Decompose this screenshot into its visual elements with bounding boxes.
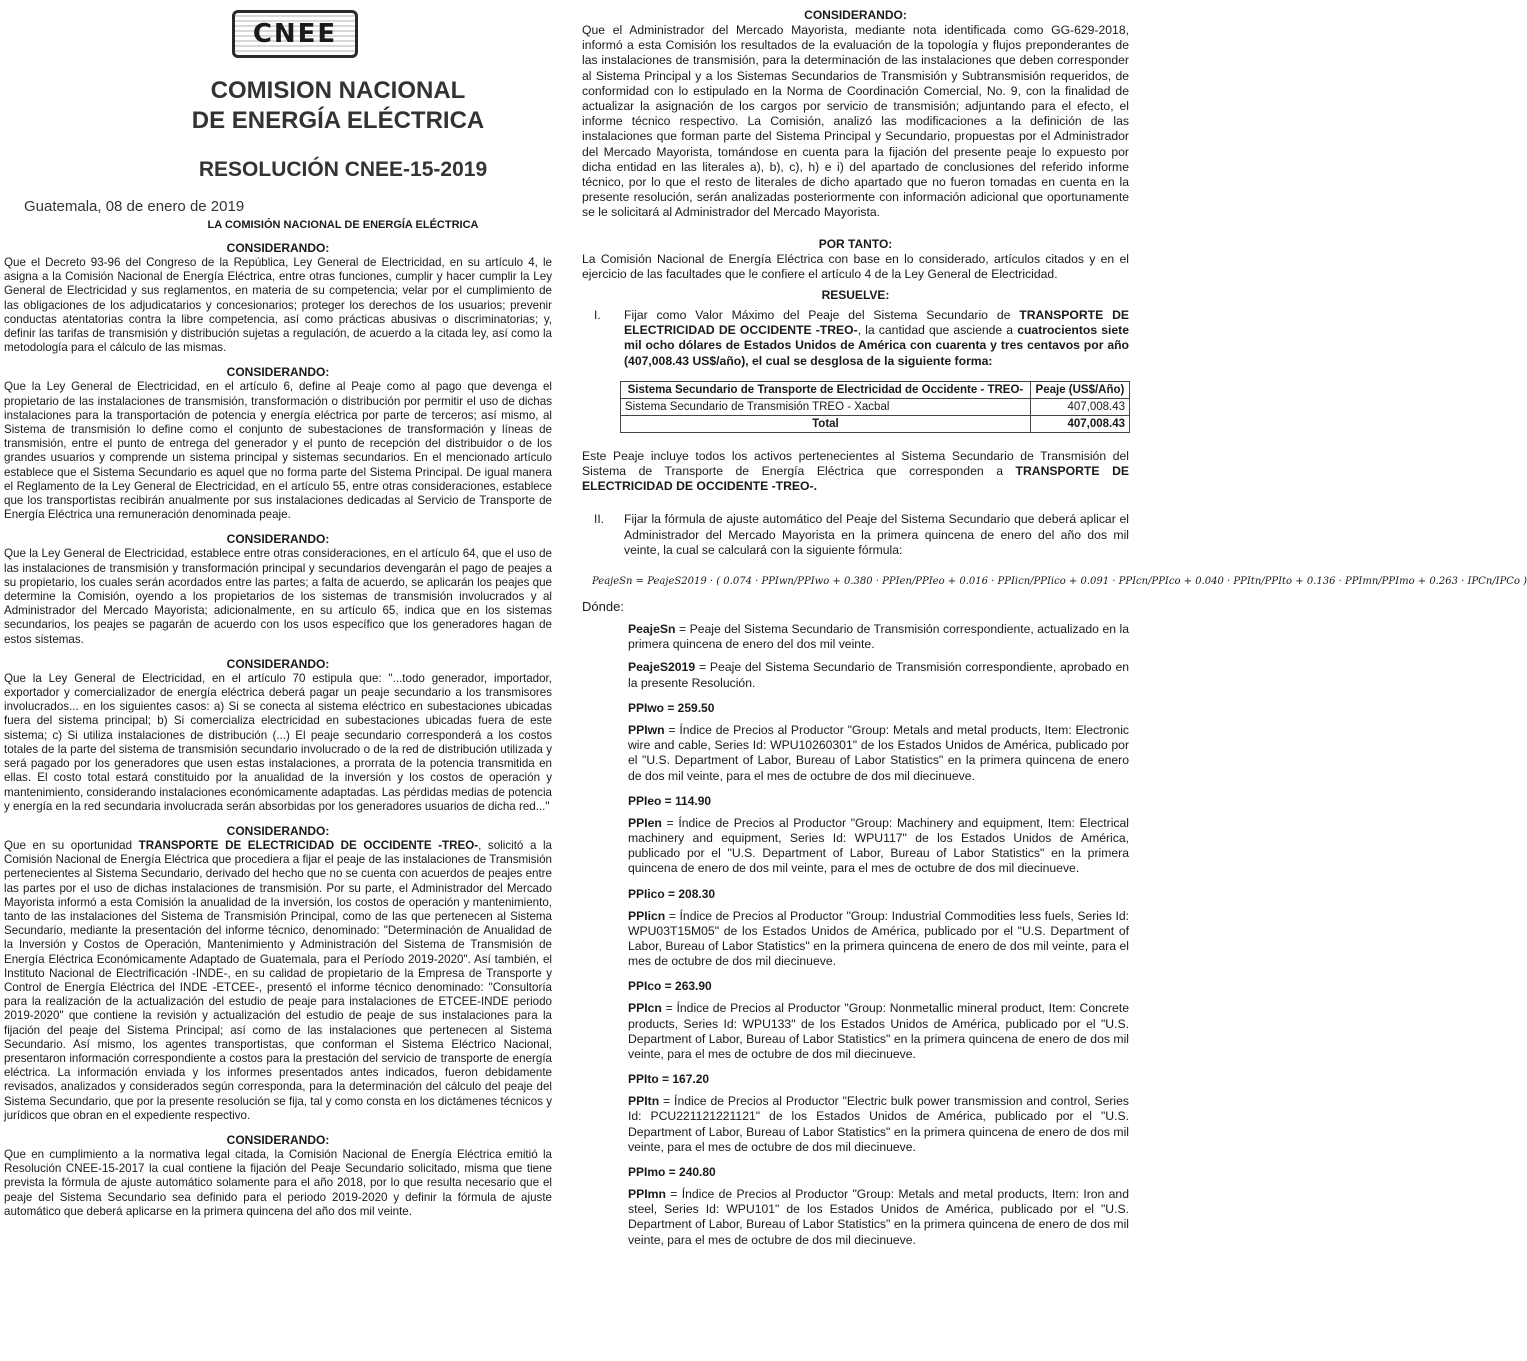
resolution-title: RESOLUCIÓN CNEE-15-2019 — [198, 158, 488, 181]
table-header-peaje: Peaje (US$/Año) — [1030, 381, 1129, 398]
definition-text: = Índice de Precios al Productor "Electric bulk power transmission and control, Series Id: PCU221121221121" de los Estados Unidos de América, publicado por el "U.S. Department of Labor, Bureau of Labor Statistics" en la primera quincena de enero de dos mil veinte, para el mes de octubre de dos mil diecinueve. — [628, 1094, 1129, 1154]
item-number: II. — [594, 512, 605, 527]
table-header-row — [621, 381, 1130, 398]
base-value: PPIco = 263.90 — [628, 979, 712, 994]
considerando-text: Que en cumplimiento a la normativa legal citada, la Comisión Nacional de Energía Eléctrica emitió la Resolución CNEE-15-2017 la cual contiene la fijación del Peaje Secundario solicitado, misma que tiene prevista la fórmula de ajuste automático solamente para el año 2018, por lo que resulta necesario que el peaje del Sistema Secundario sea definido para el periodo 2019-2020 y definir la fórmula de ajuste automático que deberá aplicarse en la primera quincena del año dos mil veinte. — [4, 1147, 552, 1218]
peaje-table — [620, 381, 1130, 433]
org-line-1: COMISION NACIONAL — [210, 77, 466, 104]
resolution-item-2 — [582, 512, 1129, 558]
definition-item — [628, 622, 1129, 652]
base-value: PPIico = 208.30 — [628, 886, 716, 901]
considerando-heading: CONSIDERANDO: — [226, 656, 330, 671]
definition-item — [628, 909, 1129, 970]
definition-term: PPIcn — [628, 1001, 662, 1016]
considerando-text — [4, 839, 552, 1123]
definition-term: PeajeS2019 — [628, 660, 696, 675]
portanto-text: La Comisión Nacional de Energía Eléctrica con base en lo considerado, artículos citados y en el ejercicio de las facultades que le confiere el artículo 4 de la Ley General de Electricidad. — [582, 251, 1129, 281]
cnee-logo: CNEE — [232, 10, 358, 58]
definition-term: PPIicn — [628, 908, 666, 923]
definition-text: = Índice de Precios al Productor "Group: Metals and metal products, Item: Electronic wire and cable, Series Id: WPU10260301" de los Estados Unidos de América, publicado por el "U.S. Department of Labor, Bureau of Labor Statistics" en la primera quincena de enero de dos mil veinte, para el mes de octubre de dos mil diecinueve. — [628, 722, 1129, 783]
considerando-text: Que la Ley General de Electricidad, en el artículo 6, define al Peaje como al pago que devenga el propietario de las instalaciones de transmisión, transformación o distribución por permitir el uso de dichas instalaciones para la transportación de potencia y energía eléctrica por parte de terceros; así mismo, al Sistema de transmisión lo define como el conjunto de subestaciones de transformación y líneas de transmisión, entre el punto de entrega del generador y el punto de recepción del distribuidor o de los grandes usuarios y comprende un sistema principal y sistemas secundarios. En el mencionado artículo establece que el Sistema Secundario es aquel que no forma parte del Sistema Principal. De igual manera el Reglamento de la Ley General de Electricidad, en el artículo 55, entre otras consideraciones, establece que los transportistas recibirán anualmente por sus instalaciones dedicadas al Servicio de Transporte de Energía Eléctrica una remuneración denominada peaje. — [4, 380, 552, 522]
definition-item — [628, 723, 1129, 784]
resuelve-heading: RESUELVE: — [821, 288, 890, 303]
place-date: Guatemala, 08 de enero de 2019 — [24, 198, 245, 215]
considerando-text: Que la Ley General de Electricidad, establece entre otras consideraciones, en el artículo 64, que el uso de las instalaciones de transmisión y transformación principal y secundarios devengarán el pago de peajes a su propietario, los cuales serán acordados entre las partes; a falta de acuerdo, se aplicarán los peajes que determine la Comisión, oyendo a los propietarios de los sistemas de transmisión involucrados y al Administrador del Mercado Mayorista; adicionalmente, en su artículo 65, indica que en los sistemas secundarios, los peajes se pagarán de acuerdo con los usos específico que los generadores hagan de estos sistemas. — [4, 547, 552, 646]
table-total-label: Total — [621, 415, 1031, 432]
definition-text: = Índice de Precios al Productor "Group: Metals and metal products, Item: Iron and steel, Series Id: WPU101" de los Estados Unidos de América, publicado por el "U.S. Department of Labor, Bureau of Labor Statistics" en la primera quincena de enero de dos mil veinte, para el mes de octubre de dos mil diecinueve. — [628, 1186, 1129, 1247]
base-value: PPIto = 167.20 — [628, 1072, 710, 1087]
table-total-value: 407,008.43 — [1030, 415, 1129, 432]
item-text: Fijar la fórmula de ajuste automático del Peaje del Sistema Secundario que deberá aplicar el Administrador del Mercado Mayorista en la primera quincena de enero del año dos mil veinte, la cual se calculará con la siguiente fórmula: — [624, 512, 1129, 557]
definition-text: = Índice de Precios al Productor "Group: Machinery and equipment, Item: Electrical machinery and equipment, Series Id: WPU117" de los Estados Unidos de América, publicado por el "U.S. Department of Labor, Bureau of Labor Statistics" en la primera quincena de enero de dos mil veinte, para el mes de octubre de dos mil diecinueve. — [628, 815, 1129, 876]
definition-item — [628, 1001, 1129, 1062]
definitions-list — [628, 622, 1129, 1248]
table-row — [621, 398, 1130, 415]
considerando-heading: CONSIDERANDO: — [804, 8, 907, 22]
considerando-heading: CONSIDERANDO: — [226, 532, 330, 547]
left-column — [0, 0, 568, 1219]
table-cell-value: 407,008.43 — [1030, 398, 1129, 415]
portanto-heading: POR TANTO: — [818, 236, 893, 251]
item-mid: , la cantidad que asciende a — [857, 323, 1018, 338]
table-cell-system: Sistema Secundario de Transmisión TREO - Xacbal — [621, 398, 1031, 415]
considerando-text: Que la Ley General de Electricidad, en el artículo 70 estipula que: "...todo generador, importador, exportador y comercializador de energía eléctrica deberá pagar un peaje secundario a los transmisores involucrados... en los siguientes casos: a) Si se conecta al sistema eléctrico en subestaciones ubicadas fuera del sistema principal; b) Si comercializa electricidad en subestaciones ubicadas fuera de este sistema; c) Si utiliza instalaciones de distribución (...) El peaje secundario corresponderá a los costos totales de la parte del sistema de transmisión secundario involucrado o de la red de distribución utilizada y será pagado por los generadores que usen estas instalaciones, a prorrata de la potencia transmitida en ellas. El costo total estará constituido por la anualidad de la inversión y los costos de operación y mantenimiento, considerando instalaciones económicamente adaptadas. Las pérdidas medias de potencia y energía en la red secundaria involucrada serán absorbidas por los generadores usuarios de dicha red..." — [4, 671, 552, 813]
item-bold-2: cuatrocientos siete mil ocho dólares de Estados Unidos de América con cuarenta y tres centavos por año (407,008.43 US$/año), el cual se desglosa de la siguiente forma: — [624, 323, 1129, 368]
considerando-text: Que el Administrador del Mercado Mayorista, mediante nota identificada como GG-629-2018, informó a esta Comisión los resultados de la evaluación de la topología y flujos preponderantes de las instalaciones de transmisión, para la determinación de las instalaciones que deben corresponder al Sistema Principal y a los Sistemas Secundarios de Transmisión y Subtransmisión requeridos, de conformidad con lo estipulado en la Norma de Coordinación Comercial, No. 9, con la finalidad de actualizar la asignación de los cargos por servicio de transmisión; adjuntando para el efecto, el informe técnico respectivo. La Comisión, analizó las modificaciones a la definición de las instalaciones que forman parte del Sistema Principal y Secundario, propuestas por el Administrador del Mercado Mayorista, tomándose en cuenta para la fijación del presente peaje lo expuesto por dicha entidad en las literales a), b), c), h) e i) del apartado de conclusiones del referido informe técnico, por lo que el resto de literales de dicho apartado que no fueron tomadas en cuenta en la presente resolución, serán analizadas posteriormente con información adicional que oportunamente se le solicitará al Administrador del Mercado Mayorista. — [582, 23, 1129, 220]
considerando-heading: CONSIDERANDO: — [226, 365, 330, 380]
base-value: PPImo = 240.80 — [628, 1164, 716, 1179]
definition-term: PPItn — [628, 1094, 660, 1109]
donde-label: Dónde: — [582, 599, 624, 615]
considerando-heading: CONSIDERANDO: — [226, 1132, 330, 1147]
resolution-item-1 — [582, 308, 1129, 369]
item-text — [624, 308, 1129, 369]
treo-bold: TRANSPORTE DE ELECTRICIDAD DE OCCIDENTE -TREO- — [138, 838, 479, 852]
considerando-heading: CONSIDERANDO: — [226, 241, 330, 255]
definition-text: = Índice de Precios al Productor "Group: Nonmetallic mineral product, Item: Concrete products, Series Id: WPU133" de los Estados Unidos de América, publicado por el "U.S. Department of Labor, Bureau of Labor Statistics" en la primera quincena de enero de dos mil veinte, para el mes de octubre de dos mil diecinueve. — [628, 1001, 1129, 1061]
authority-line: LA COMISIÓN NACIONAL DE ENERGÍA ELÉCTRICA — [207, 219, 479, 231]
definition-item — [628, 1094, 1129, 1155]
text-pre: Que en su oportunidad — [4, 838, 139, 852]
item-bold-1: TRANSPORTE DE ELECTRICIDAD DE OCCIDENTE -TREO- — [624, 308, 1130, 338]
definition-term: PPIwn — [628, 722, 665, 737]
peaje-bold: TRANSPORTE DE ELECTRICIDAD DE OCCIDENTE -TREO-. — [582, 464, 1130, 494]
text-rest: , solicitó a la Comisión Nacional de Energía Eléctrica que procediera a fijar el peaje de las instalaciones de Transmisión pertenecientes al Sistema Secundario, derivado del hecho que no se cuenta con acuerdos de peajes entre las partes por el uso de dichas instalaciones de transmisión. Por su parte, el Administrador del Mercado Mayorista informó a esta Comisión la anualidad de la inversión, los costos de operación y mantenimiento, tanto de las instalaciones del Sistema de Transmisión Principal, como de las que pertenecen al Sistema Secundario, mediante la presentación del informe técnico, denominado: "Determinación de Anualidad de la Inversión y Costos de Operación, Mantenimiento y Administración del Sistema de Transmisión de Energía Eléctrica Económicamente Adaptado de Guatemala, para el Período 2019-2020". Así también, el Instituto Nacional de Electrificación -INDE-, en su calidad de propietario de la Empresa de Transporte y Control de Energía Eléctrica del INDE -ETCEE-, presentó el informe técnico denominado: "Consultoría para la realización de la actualización del estudio de peaje para instalaciones de ETCEE-INDE periodo 2019-2020" que contiene la revisión y actualización del estudio de peaje de sus instalaciones para la fijación del peaje del Sistema Principal; así como de las instalaciones que pertenecen al Sistema Secundario. Así mismo, los agentes transportistas, que conforman el Sistema Eléctrico Nacional, presentaron información correspondiente a costos para la prestación del servicio de transporte de energía eléctrica. La información enviada y los informes presentados antes indicados, fueron debidamente revisados, analizados y considerados según corresponda, para la determinación del cálculo del peaje del Sistema Secundario, que por la presente resolución se fija, tal y como consta en los dictámenes técnicos y jurídicos que obran en el expediente respectivo. — [4, 838, 552, 1122]
organization-name — [124, 76, 552, 136]
table-header-system: Sistema Secundario de Transporte de Electricidad de Occidente - TREO- — [621, 381, 1031, 398]
base-value: PPIwo = 259.50 — [628, 700, 715, 715]
definition-item — [628, 1187, 1129, 1248]
right-column — [572, 0, 1527, 1248]
definition-term: PeajeSn — [628, 622, 676, 637]
item-pre: Fijar como Valor Máximo del Peaje del Sistema Secundario de — [624, 308, 1020, 323]
considerando-heading: CONSIDERANDO: — [226, 823, 330, 838]
definition-text: = Índice de Precios al Productor "Group: Industrial Commodities less fuels, Series Id: WPU03T15M05" de los Estados Unidos de América, publicado por el "U.S. Department of Labor, Bureau of Labor Statistics" en la primera quincena de enero de dos mil veinte, para el mes de octubre de dos mil diecinueve. — [628, 908, 1129, 969]
adjustment-formula: PeajeSn = PeajeS2019 · ( 0.074 · PPIwn/PPIwo + 0.380 · PPIen/PPIeo + 0.016 · PPIicn/PPIico + 0.091 · PPIcn/PPIco + 0.040 · PPItn/PPIto + 0.136 · PPImn/PPImo + 0.263 · IPCn/IPCo ) — [592, 576, 1527, 588]
definition-term: PPImn — [628, 1186, 666, 1201]
definition-item — [628, 816, 1129, 877]
considerando-text: Que el Decreto 93-96 del Congreso de la República, Ley General de Electricidad, en su artículo 4, le asigna a la Comisión Nacional de Energía Eléctrica, entre otras funciones, cumplir y hacer cumplir la Ley General de Electricidad y sus reglamentos, en materia de su competencia; velar por el cumplimiento de las obligaciones de los adjudicatarios y concesionarios; proteger los derechos de los usuarios; prevenir conductas atentatorias contra la libre competencia, así como prácticas abusivas o discriminatorias; y, definir las tarifas de transmisión y distribución sujetas a regulación, de acuerdo a la citada ley, así como la metodología para el cálculo de las mismas. — [4, 256, 552, 355]
org-line-2: DE ENERGÍA ELÉCTRICA — [191, 107, 485, 134]
definition-text: = Peaje del Sistema Secundario de Transmisión correspondiente, aprobado en la presente Resolución. — [628, 660, 1129, 690]
base-value: PPIeo = 114.90 — [628, 793, 712, 808]
peaje-pre: Este Peaje incluye todos los activos pertenecientes al Sistema Secundario de Transmisión del Sistema de Transporte de Energía Eléctrica que corresponden a — [582, 448, 1129, 479]
definition-term: PPIen — [628, 815, 662, 830]
definition-item — [628, 660, 1129, 690]
table-total-row — [621, 415, 1130, 432]
peaje-includes-text — [582, 449, 1129, 495]
item-number: I. — [594, 308, 601, 323]
definition-text: = Peaje del Sistema Secundario de Transmisión correspondiente, actualizado en la primera quincena de enero del dos mil veinte. — [628, 622, 1129, 652]
